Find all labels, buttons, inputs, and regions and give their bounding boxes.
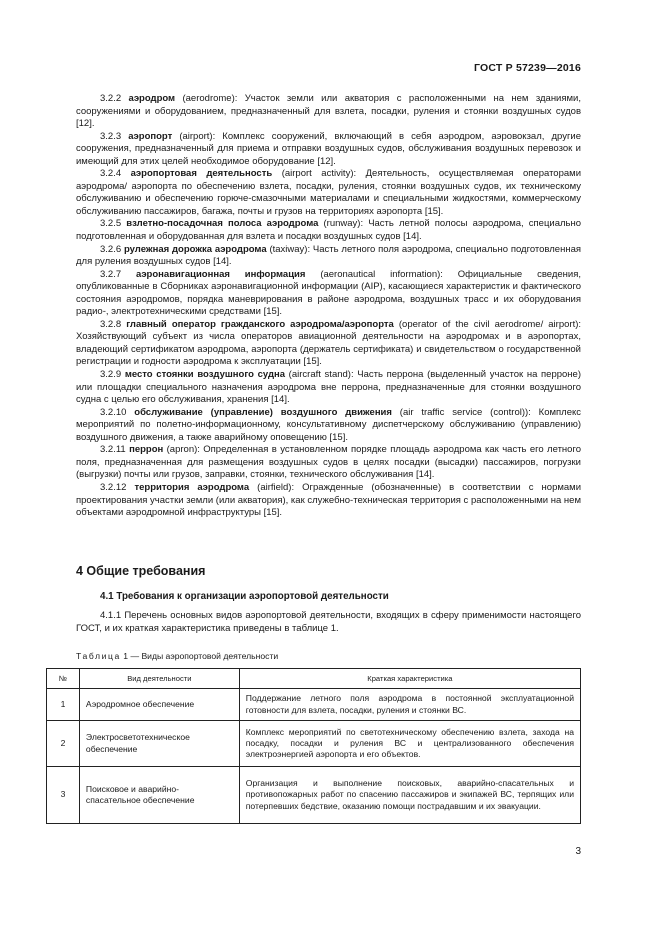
- definition-text: (aircraft stand): Часть перрона (выделенный участок на перроне) или площадки специального назначения аэродрома вне перрона, предназначенные для стоянки воздушного судна с целью его обслуживания, хранения [14].: [76, 369, 581, 406]
- definition-number: 3.2.2: [100, 93, 122, 104]
- definition-3-2-6: [76, 244, 581, 269]
- definition-number: 3.2.6: [100, 243, 122, 255]
- row-number: 3: [47, 767, 80, 824]
- definition-text: (airfield): Огражденные (обозначенные) в соответствии с нормами проектирования участки земли (или акватория), как служебно-техническая территория с расположенными на нем объектами аэродромной инфраструктуры [15].: [76, 481, 582, 519]
- table-caption-text: 1 — Виды аэропортовой деятельности: [120, 651, 279, 661]
- definition-number: 3.2.10: [100, 406, 127, 418]
- subsection-title: 4.1 Требования к организации аэропортовой деятельности: [100, 591, 389, 602]
- definition-number: 3.2.11: [100, 444, 126, 456]
- definition-number: 3.2.8: [100, 318, 122, 330]
- page-number: 3: [575, 846, 581, 857]
- standard-header: ГОСТ Р 57239—2016: [473, 62, 581, 74]
- definition-term: территория аэродрома: [134, 481, 250, 493]
- section-title: 4 Общие требования: [76, 564, 206, 578]
- definition-text: (airport): Комплекс сооружений, включающий в себя аэродром, аэровокзал, другие сооружения, предназначенный для приема и отправки воздушных судов, обслуживания воздушных перевозок и имеющий для этих целей необходимое оборудование [12].: [76, 130, 581, 167]
- row-activity: Аэродромное обеспечение: [79, 689, 239, 721]
- definition-number: 3.2.3: [100, 130, 122, 142]
- row-number: 2: [47, 721, 80, 767]
- column-header-number: №: [47, 669, 80, 689]
- definition-term: обслуживание (управление) воздушного движения: [134, 406, 392, 418]
- definition-term: взлетно-посадочная полоса аэродрома: [126, 218, 319, 230]
- definition-text: (operator of the civil aerodrome/ airport): Хозяйствующий субъект из числа операторов авиационной деятельности на аэродромах и в аэропортах, владеющий сертификатом аэродрома, аэропорта (держатель сертификата) и свидетельством о государственной регистрации и годности аэродрома к эксплуатации [15].: [76, 318, 582, 368]
- definitions-block: [76, 93, 581, 520]
- definition-term: перрон: [129, 444, 164, 456]
- definition-3-2-11: [76, 444, 581, 482]
- table-caption-prefix: Таблица: [76, 651, 121, 661]
- definition-number: 3.2.7: [100, 268, 122, 280]
- definition-term: рулежная дорожка аэродрома: [123, 243, 267, 255]
- definition-3-2-5: [76, 218, 581, 243]
- definition-3-2-3: [76, 131, 581, 169]
- table-row: [47, 721, 581, 767]
- activities-table: [46, 668, 581, 824]
- definition-text: (air traffic service (control)): Комплекс мероприятий по полетно-информационному, консультативному диспетчерскому обслуживанию (управлению) воздушного движения, а также аварийному оповещению [15].: [76, 406, 581, 443]
- row-description: Комплекс мероприятий по светотехническому обеспечению взлета, захода на посадку, посадки и руления ВС и централизованного обеспечения электроэнергией аэропорта и его объектов.: [239, 721, 580, 767]
- definition-text: (apron): Определенная в установленном порядке площадь аэродрома как часть его летного поля, предназначенная для размещения воздушных судов в целях посадки (высадки) пассажиров, погрузки (выгрузки) почты или грузов, заправки, стоянки, технического обслуживания [14].: [76, 444, 581, 481]
- definition-3-2-12: [76, 482, 581, 520]
- definition-number: 3.2.5: [100, 218, 122, 230]
- definition-term: главный оператор гражданского аэродрома/аэропорта: [126, 318, 394, 330]
- table-row: [47, 689, 581, 721]
- definition-text: (airport activity): Деятельность, осуществляемая операторами аэродрома/ аэропорта по обеспечению взлета, посадки, руления, стоянки воздушных судов, их техническому обслуживанию и обеспечению горюче-смазочными материалами и специальными жидкостями, коммерческому обслуживанию пассажиров, багажа, почты и грузов на территориях аэропорта [15].: [76, 168, 581, 217]
- definition-text: (taxiway): Часть летного поля аэродрома, специально подготовленная для руления воздушных судов [14].: [76, 243, 582, 268]
- table-header-row: [47, 669, 581, 689]
- definition-term: аэропорт: [128, 130, 173, 142]
- definition-term: аэронавигационная информация: [136, 268, 306, 280]
- definition-term: аэропортовая деятельность: [130, 168, 273, 180]
- definition-3-2-8: [76, 319, 581, 369]
- definition-text: (aerodrome): Участок земли или акватория с расположенными на нем зданиями, сооружениями и оборудованием, предназначенный для взлета, посадки, руления и стоянки воздушных судов [12].: [76, 93, 581, 130]
- row-activity: Поисковое и аварийно-спасательное обеспечение: [79, 767, 239, 824]
- definition-3-2-7: [76, 269, 581, 319]
- paragraph-4-1-1: 4.1.1 Перечень основных видов аэропортовой деятельности, входящих в сферу применимости настоящего ГОСТ, и их краткая характеристика приведены в таблице 1.: [76, 610, 581, 634]
- column-header-description: Краткая характеристика: [239, 669, 580, 689]
- definition-text: (aeronautical information): Официальные сведения, опубликованные в Сборниках аэронавигационной информации (AIP), касающиеся характеристик и фактического состояния аэродромов, порядка маневрирования в районе аэродрома, воздушных трасс и их оборудования радио-, электротехническими средствами [15].: [76, 268, 581, 318]
- row-activity: Электросветотехническое обеспечение: [79, 721, 239, 767]
- row-description: Поддержание летного поля аэродрома в постоянной эксплуатационной готовности для взлета, посадки, руления и стоянки ВС.: [239, 689, 580, 721]
- definition-3-2-4: [76, 168, 581, 218]
- row-number: 1: [47, 689, 80, 721]
- definition-number: 3.2.12: [100, 481, 127, 493]
- definition-3-2-10: [76, 407, 581, 445]
- table-row: [47, 767, 581, 824]
- definition-3-2-9: [76, 369, 581, 407]
- row-description: Организация и выполнение поисковых, аварийно-спасательных и противопожарных работ по спасению пассажиров и экипажей ВС, терпящих или потерпевших бедствие, оказанию помощи пострадавшим и их эвакуации.: [239, 767, 580, 824]
- definition-number: 3.2.9: [100, 369, 122, 381]
- definition-number: 3.2.4: [100, 168, 122, 180]
- definition-text: (runway): Часть летной полосы аэродрома, специально подготовленная и оборудованная для взлета и посадки воздушных судов [14].: [76, 218, 581, 243]
- table-caption: [76, 651, 278, 661]
- definition-term: аэродром: [128, 93, 176, 104]
- definition-3-2-2: [76, 93, 581, 131]
- definition-term: место стоянки воздушного судна: [124, 369, 286, 381]
- column-header-activity: Вид деятельности: [79, 669, 239, 689]
